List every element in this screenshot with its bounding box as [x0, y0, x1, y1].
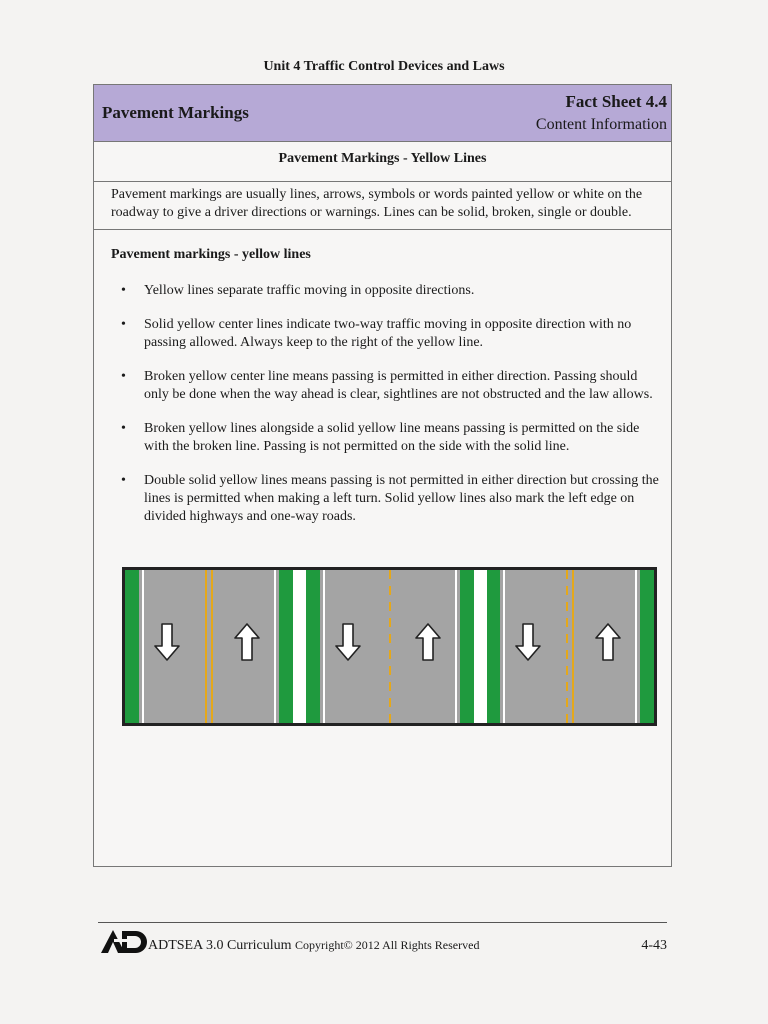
subtitle-row: [94, 141, 671, 182]
intro-row: [94, 181, 671, 230]
fact-sheet-id: Fact Sheet 4.4: [565, 92, 667, 111]
median-strip: [474, 570, 487, 723]
intro-paragraph: Pavement markings are usually lines, arrows, symbols or words painted yellow or white on the roadway to give a driver directions or warnings. Lines can be solid, broken, single or double.: [111, 187, 643, 220]
section-title: Pavement Markings: [102, 103, 249, 122]
bullet-list: [94, 282, 671, 542]
footer-credit: [148, 938, 479, 954]
adtsea-logo-icon: [100, 928, 148, 954]
edge-line: [323, 570, 325, 723]
footer-copyright: Copyright© 2012 All Rights Reserved: [295, 938, 480, 952]
bullet-text: Broken yellow center line means passing is permitted in either direction. Passing should only be done when the way ahead is clear, sightlines are not obstructed and the law allows.: [144, 369, 653, 402]
grass-strip: [279, 570, 293, 723]
unit-title: Unit 4 Traffic Control Devices and Laws: [263, 59, 505, 74]
bullet-icon: •: [121, 473, 126, 488]
pavement-marking-diagram: [122, 567, 657, 726]
content-information-label: Content Information: [535, 116, 667, 133]
bullet-text: Yellow lines separate traffic moving in opposite directions.: [144, 283, 475, 298]
header-band: [94, 85, 671, 142]
grass-strip: [125, 570, 139, 723]
edge-line: [142, 570, 144, 723]
grass-strip: [306, 570, 320, 723]
list-item: [94, 368, 671, 404]
yellow-solid-line: [211, 570, 213, 723]
page-subtitle: Pavement Markings - Yellow Lines: [278, 151, 487, 166]
roads-layer: [125, 570, 654, 723]
bullet-icon: •: [121, 283, 126, 298]
bullet-icon: •: [121, 369, 126, 384]
bullet-icon: •: [121, 421, 126, 436]
grass-strip: [460, 570, 474, 723]
yellow-solid-line: [205, 570, 207, 723]
yellow-solid-line: [572, 570, 574, 723]
grass-strip: [486, 570, 500, 723]
edge-line: [274, 570, 276, 723]
list-item: [94, 472, 671, 526]
footer-rule: [98, 922, 667, 923]
fact-sheet-frame: [93, 84, 672, 867]
bullet-text: Solid yellow center lines indicate two-way traffic moving in opposite direction with no passing allowed. Always keep to the right of the yellow line.: [144, 317, 632, 350]
edge-line: [635, 570, 637, 723]
list-item: [94, 420, 671, 456]
edge-line: [503, 570, 505, 723]
bullet-icon: •: [121, 317, 126, 332]
edge-line: [455, 570, 457, 723]
list-heading: Pavement markings - yellow lines: [111, 247, 311, 262]
median-strip: [293, 570, 306, 723]
bullet-text: Broken yellow lines alongside a solid yellow line means passing is permitted on the side with the broken line. Passing is not permitted on the side with the solid line.: [144, 421, 640, 454]
page-number: 4-43: [641, 938, 667, 953]
bullet-text: Double solid yellow lines means passing is not permitted in either direction but crossing the lines is permitted when making a left turn. Solid yellow lines also mark the left edge on divided highways and one-way roads.: [144, 473, 659, 524]
list-item: [94, 316, 671, 352]
grass-strip: [640, 570, 654, 723]
list-item: [94, 282, 671, 300]
footer-org: ADTSEA 3.0 Curriculum: [148, 938, 292, 953]
